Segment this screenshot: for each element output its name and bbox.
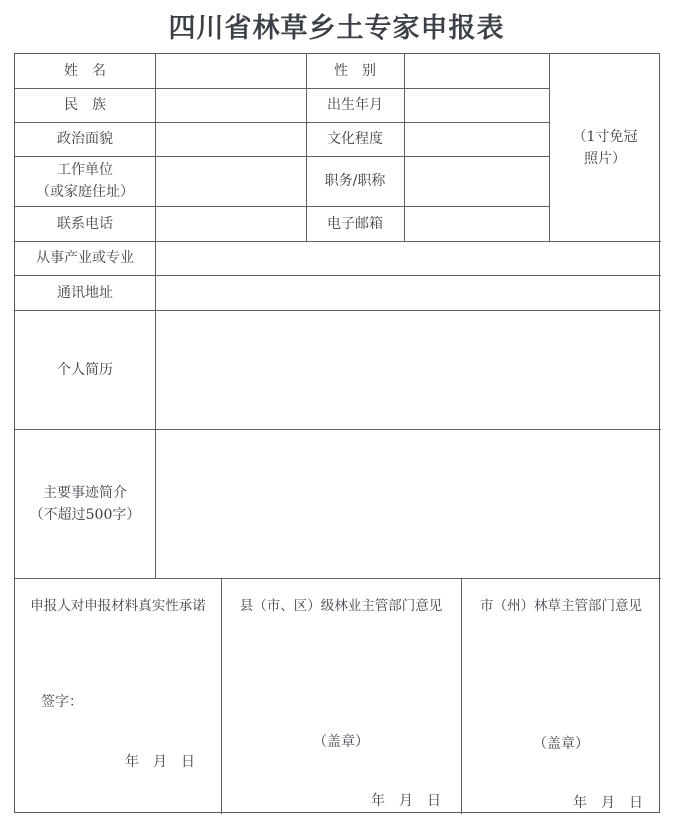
signature-label: 签字：	[41, 694, 83, 710]
ethnicity-field[interactable]	[155, 88, 306, 122]
label-education: 文化程度	[327, 131, 383, 147]
label-address: 通讯地址	[57, 284, 113, 301]
label-work-unit-line2: （或家庭住址）	[36, 184, 134, 200]
label-name: 姓 名	[64, 63, 106, 79]
city-date: 年 月 日	[573, 795, 643, 811]
application-form-table	[14, 53, 660, 813]
name-field[interactable]	[155, 54, 306, 88]
address-field[interactable]	[155, 275, 661, 310]
form-title: 四川省林草乡土专家申报表	[168, 13, 505, 44]
label-resume: 个人简历	[57, 361, 113, 378]
email-field[interactable]	[404, 206, 549, 241]
city-header: 市（州）林草主管部门意见	[480, 598, 642, 614]
work-unit-field[interactable]	[155, 156, 306, 206]
county-opinion-area[interactable]	[221, 618, 461, 814]
label-work-unit-line1: 工作单位	[57, 162, 113, 178]
county-seal: （盖章）	[313, 734, 369, 750]
row-divider	[15, 578, 661, 579]
label-deeds	[15, 429, 155, 578]
label-ethnicity: 民 族	[64, 97, 106, 113]
birth-field[interactable]	[404, 88, 549, 122]
label-deeds-line1: 主要事迹简介	[43, 484, 127, 501]
county-date: 年 月 日	[371, 793, 441, 809]
applicant-header: 申报人对申报材料真实性承诺	[30, 598, 206, 614]
label-position: 职务/职称	[324, 173, 386, 189]
photo-box[interactable]	[549, 54, 661, 241]
city-opinion-area[interactable]	[461, 618, 661, 814]
phone-field[interactable]	[155, 206, 306, 241]
county-header: 县（市、区）级林业主管部门意见	[239, 598, 443, 614]
education-field[interactable]	[404, 122, 549, 156]
label-gender: 性 别	[334, 63, 376, 79]
applicant-date: 年 月 日	[125, 754, 195, 770]
deeds-field[interactable]	[155, 429, 661, 578]
position-field[interactable]	[404, 156, 549, 206]
photo-hint-line1: （1寸免冠	[572, 128, 638, 145]
gender-field[interactable]	[404, 54, 549, 88]
industry-field[interactable]	[155, 241, 661, 275]
label-birth: 出生年月	[327, 97, 383, 113]
label-deeds-line2: （不超过500字）	[29, 506, 141, 523]
politics-field[interactable]	[155, 122, 306, 156]
label-phone: 联系电话	[57, 215, 113, 232]
label-work-unit	[15, 156, 155, 206]
label-industry: 从事产业或专业	[36, 250, 134, 266]
photo-hint-line2: 照片）	[584, 150, 626, 167]
city-seal: （盖章）	[533, 736, 589, 752]
label-politics: 政治面貌	[57, 131, 113, 147]
label-email: 电子邮箱	[327, 215, 383, 232]
resume-field[interactable]	[155, 310, 661, 429]
applicant-signature-area[interactable]	[15, 618, 221, 814]
